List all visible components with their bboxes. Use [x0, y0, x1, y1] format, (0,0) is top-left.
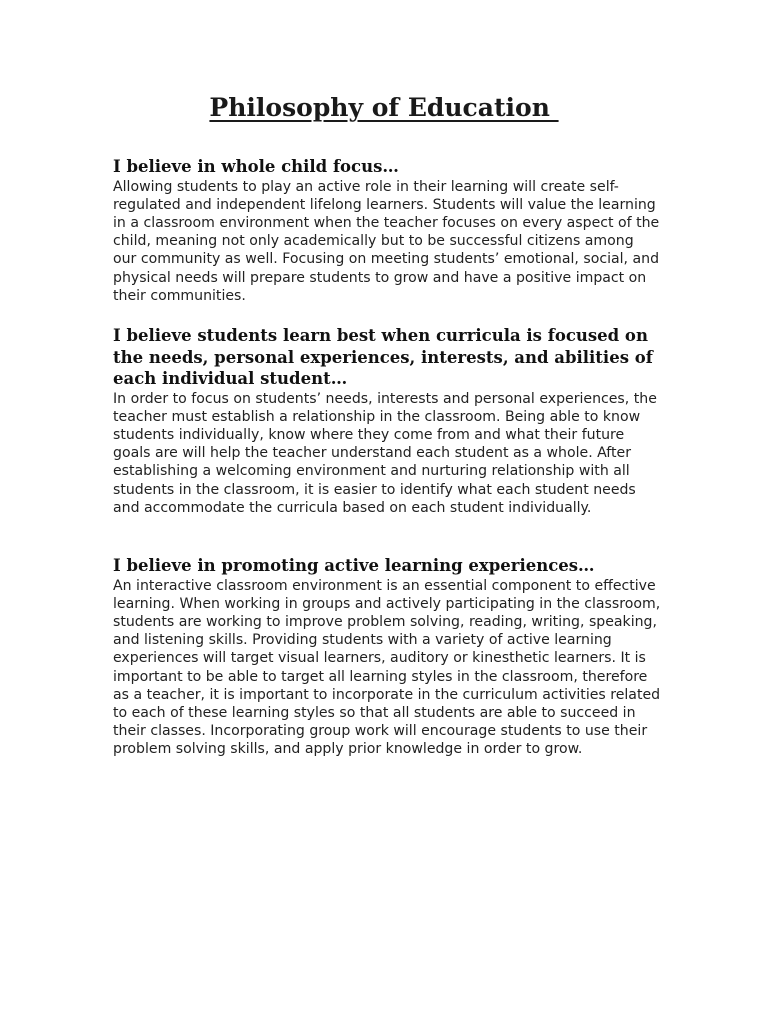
- section-heading: I believe in whole child focus…: [113, 157, 399, 176]
- section-active-learning: [113, 555, 661, 759]
- section-heading: I believe students learn best when curricula is focused on the needs, personal experiences, interests, and abilities of each individual student…: [113, 326, 653, 388]
- section-paragraph: In order to focus on students’ needs, interests and personal experiences, the teacher must establish a relationship in the classroom. Being able to know students individually, know where they come from and what their future goals are will help the teacher understand each student as a whole. After establishing a welcoming environment and nurturing relationship with all students in the classroom, it is easier to identify what each student needs and accommodate the curricula based on each student individually.: [113, 390, 657, 516]
- section-heading: I believe in promoting active learning experiences…: [113, 556, 595, 575]
- section-whole-child: [113, 156, 661, 305]
- section-paragraph: Allowing students to play an active role in their learning will create self-regulated and independent lifelong learners. Students will value the learning in a classroom environment when the teacher focuses on every aspect of the child, meaning not only academically but to be successful citizens among our community as well. Focusing on meeting students’ emotional, social, and physical needs will prepare students to grow and have a positive impact on their communities.: [113, 178, 660, 304]
- page-title: Philosophy of Education: [209, 93, 559, 122]
- section-paragraph: An interactive classroom environment is an essential component to effective learning. When working in groups and actively participating in the classroom, students are working to improve problem solving, reading, writing, speaking, and listening skills. Providing students with a variety of active learning experiences will target visual learners, auditory or kinesthetic learners. It is important to be able to target all learning styles in the classroom, therefore as a teacher, it is important to incorporate in the curriculum activities related to each of these learning styles so that all students are able to succeed in their classes. Incorporating group work will encourage students to use their problem solving skills, and apply prior knowledge in order to grow.: [113, 577, 661, 758]
- section-curricula-focus: [113, 325, 661, 517]
